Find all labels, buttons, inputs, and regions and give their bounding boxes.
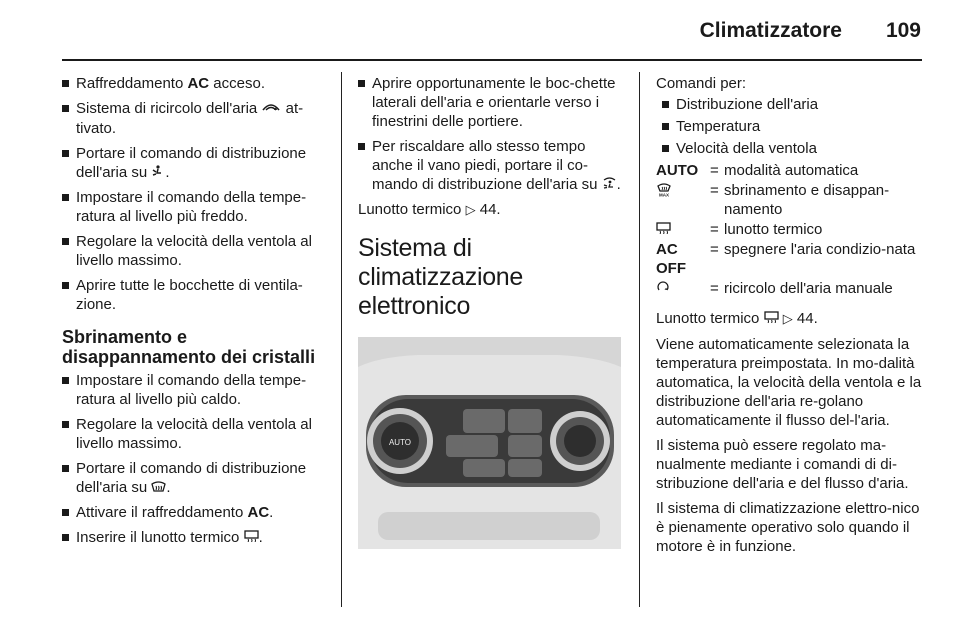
list-item: Distribuzione dell'aria <box>662 95 922 114</box>
legend-desc: lunotto termico <box>724 221 823 238</box>
button-legend <box>656 161 922 299</box>
list-item: Portare il comando di distribuzione dell'aria su . <box>62 144 324 182</box>
controls-intro: Comandi per: <box>656 75 747 92</box>
legend-row: = ricircolo dell'aria manuale <box>656 279 922 299</box>
paragraph: Il sistema può essere regolato ma-nualmente mediante i comandi di di-stribuzione dell'aria e del flusso d'aria. <box>656 437 909 492</box>
controls-list <box>662 95 922 158</box>
section-heading: Sbrinamento e disappannamento dei cristalli <box>62 327 316 367</box>
defrost-steps-list <box>62 371 324 547</box>
climate-control-panel-photo <box>358 337 621 549</box>
cooling-steps-list <box>62 74 324 314</box>
list-item: Sistema di ricircolo dell'aria at-tivato. <box>62 99 324 138</box>
recirculation-icon <box>261 102 281 117</box>
column-divider <box>341 72 342 607</box>
header-rule <box>62 59 922 61</box>
auto-knob-label: AUTO <box>388 438 412 447</box>
legend-row: AUTO = modalità automatica <box>656 161 922 181</box>
list-item: Aprire opportunamente le boc-chette laterali dell'aria e orientarle verso i finestrini delle portiere. <box>358 74 622 131</box>
paragraph: Il sistema di climatizzazione elettro-nico è pienamente operativo solo quando il motore è in funzione. <box>656 500 920 555</box>
legend-key: AUTO <box>656 162 699 179</box>
svg-text:MAX: MAX <box>659 192 669 197</box>
legend-desc: sbrinamento e disappan-namento <box>724 182 890 218</box>
column-left <box>62 74 324 553</box>
list-item: Aprire tutte le bocchette di ventila-zione. <box>62 276 324 314</box>
floor-windscreen-icon <box>602 176 617 193</box>
reference-arrow-icon: ▷ <box>465 203 476 218</box>
legend-desc: ricircolo dell'aria manuale <box>724 280 893 297</box>
rear-window-heat-icon <box>244 529 259 546</box>
list-item: Regolare la velocità della ventola al livello massimo. <box>62 232 324 270</box>
legend-desc: modalità automatica <box>724 162 859 179</box>
page-number: 109 <box>885 19 921 42</box>
page-title: Climatizzatore <box>699 19 842 42</box>
cross-reference[interactable]: Lunotto termico ▷ 44. <box>358 201 501 218</box>
legend-row: AC OFF = spegnere l'aria condizio-nata <box>656 240 922 279</box>
rear-window-heat-icon <box>764 310 779 327</box>
recirculation-icon <box>656 280 670 297</box>
air-dist-feet-icon <box>151 164 165 181</box>
list-item: Velocità della ventola <box>662 139 922 158</box>
side-vents-list <box>358 74 622 194</box>
list-item: Impostare il comando della tempe-ratura al livello più caldo. <box>62 371 324 409</box>
legend-desc: spegnere l'aria condizio-nata <box>724 241 916 258</box>
column-middle <box>358 74 622 549</box>
legend-row: MAX = sbrinamento e disappan-namento <box>656 181 922 220</box>
cross-reference[interactable]: Lunotto termico ▷ 44. <box>656 310 818 327</box>
reference-arrow-icon: ▷ <box>782 312 793 327</box>
list-item: Impostare il comando della tempe-ratura al livello più freddo. <box>62 188 324 226</box>
list-item: Inserire il lunotto termico . <box>62 528 324 547</box>
rear-window-heat-icon <box>656 221 671 238</box>
list-item: Regolare la velocità della ventola al livello massimo. <box>62 415 324 453</box>
max-defrost-icon <box>656 184 672 201</box>
list-item: Raffreddamento AC acceso. <box>62 74 324 93</box>
legend-row: = lunotto termico <box>656 220 922 240</box>
list-item: Temperatura <box>662 117 922 136</box>
windscreen-defrost-icon <box>151 479 166 496</box>
column-divider <box>639 72 640 607</box>
column-right <box>656 74 922 562</box>
list-item: Per riscaldare allo stesso tempo anche il vano piedi, portare il co-mando di distribuzione dell'aria su . <box>358 137 622 194</box>
list-item: Portare il comando di distribuzione dell'aria su . <box>62 459 324 497</box>
section-title: Sistema di climatizzazione elettronico <box>358 234 524 320</box>
legend-key: AC OFF <box>656 241 686 277</box>
list-item: Attivare il raffreddamento AC. <box>62 503 324 522</box>
page-header <box>0 0 960 60</box>
paragraph: Viene automaticamente selezionata la temperatura preimpostata. In mo-dalità automatica, la velocità della ventola e la distribuzione dell'aria re-golano automaticamente il flusso del-l'aria. <box>656 336 922 429</box>
